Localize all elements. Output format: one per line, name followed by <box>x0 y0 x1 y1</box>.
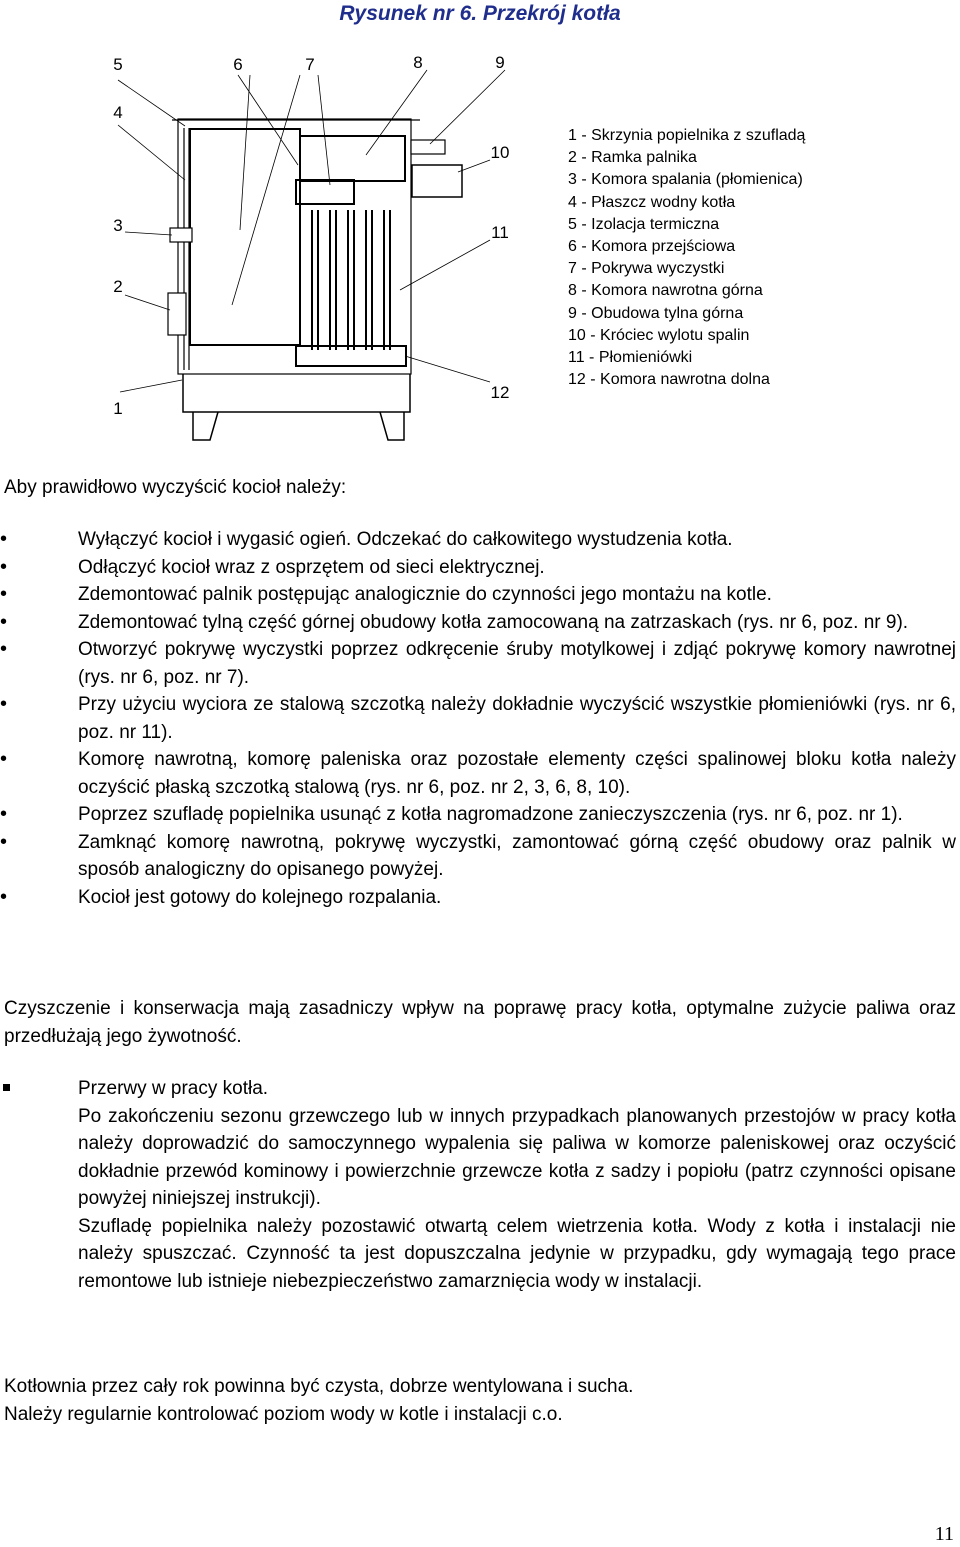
list-item <box>0 609 960 637</box>
step-text: Wyłączyć kocioł i wygasić ogień. Odczekać do całkowitego wystudzenia kotła. <box>78 529 733 550</box>
breaks-heading: Przerwy w pracy kotła. <box>78 1078 269 1099</box>
right-leg <box>380 412 404 440</box>
rear-top-housing <box>411 140 445 154</box>
breaks-paragraph-2: Szufladę popielnika należy pozostawić otwartą celem wietrzenia kotła. Wody z kotła i instalacji nie należy spuszczać. Czynność ta jest dopuszczalna jedynie w przypadku, gdy wymagają tego prace remontowe lub istnieje niebezpieczeństwo zamarznięcia wody w instalacji. <box>78 1215 956 1292</box>
callout-5: 5 <box>113 55 123 74</box>
bullet-icon: • <box>0 610 8 633</box>
figure-title: Rysunek nr 6. Przekrój kotła <box>339 2 621 25</box>
legend-item: 1 - Skrzynia popielnika z szufladą <box>568 127 806 144</box>
legend-item: 7 - Pokrywa wyczystki <box>568 260 725 278</box>
list-item <box>0 581 960 609</box>
list-item <box>0 526 960 554</box>
bullet-icon: • <box>0 555 8 578</box>
callout-2: 2 <box>113 277 123 296</box>
square-bullet-icon <box>3 1084 10 1091</box>
boiler-cross-section-diagram <box>0 40 560 450</box>
bullet-icon: • <box>0 748 8 770</box>
cleaning-intro: Aby prawidłowo wyczyścić kocioł należy: <box>4 477 347 498</box>
legend-item: 4 - Płaszcz wodny kotła <box>568 193 736 211</box>
footer-notes <box>4 1373 633 1428</box>
page-number: 11 <box>934 1523 954 1545</box>
breaks-section <box>0 1075 960 1295</box>
list-item <box>0 691 960 746</box>
callout-1: 1 <box>113 399 123 418</box>
step-text: Przy użyciu wyciora ze stalową szczotką należy dokładnie wyczyścić wszystkie płomieniówki (rys. nr 6, poz. nr 11). <box>78 694 956 743</box>
outer-casing <box>178 119 411 374</box>
water-jacket-left <box>190 129 300 345</box>
legend-item: 10 - Króciec wylotu spalin <box>568 326 750 344</box>
footer-line-2: Należy regularnie kontrolować poziom wody w kotle i instalacji c.o. <box>4 1403 563 1425</box>
legend-item: 6 - Komora przejściowa <box>568 238 736 256</box>
flue-outlet <box>412 165 462 197</box>
callout-10: 10 <box>490 143 510 162</box>
legend-item: 8 - Komora nawrotna górna <box>568 282 763 300</box>
callout-6: 6 <box>233 55 243 74</box>
burner-frame <box>168 293 186 335</box>
step-text: Komorę nawrotną, komorę paleniska oraz pozostałe elementy części spalinowej bloku kotła należy oczyścić płaską szczotką stalową (rys. nr 6, poz. nr 2, 3, 6, 8, 10). <box>78 749 956 798</box>
callout-4: 4 <box>113 103 123 122</box>
fire-tubes <box>312 210 390 350</box>
legend-item: 3 - Komora spalania (płomienica) <box>568 171 803 189</box>
callout-7: 7 <box>305 55 315 74</box>
boiler-base <box>183 374 410 412</box>
legend-item: 12 - Komora nawrotna dolna <box>568 371 770 389</box>
bullet-icon: • <box>0 693 8 715</box>
step-text: Otworzyć pokrywę wyczystki poprzez odkręcenie śruby motylkowej i zdjąć pokrywę komory nawrotnej (rys. nr 6, poz. nr 7). <box>78 639 956 688</box>
bullet-icon: • <box>0 583 8 605</box>
maintenance-paragraph: Czyszczenie i konserwacja mają zasadniczy wpływ na poprawę pracy kotła, optymalne zużycie paliwa oraz przedłużają jego żywotność. <box>4 998 956 1047</box>
list-item <box>0 554 960 582</box>
bullet-icon: • <box>0 528 8 550</box>
step-text: Zdemontować palnik postępując analogicznie do czynności jego montażu na kotle. <box>78 584 772 605</box>
step-text: Zamknąć komorę nawrotną, pokrywę wyczystki, zamontować górną część obudowy oraz palnik w sposób analogiczny do opisanego powyżej. <box>78 831 956 880</box>
legend-item: 2 - Ramka palnika <box>568 149 697 167</box>
footer-line-1: Kotłownia przez cały rok powinna być czysta, dobrze wentylowana i sucha. <box>4 1376 634 1397</box>
step-text: Kocioł jest gotowy do kolejnego rozpalania. <box>78 886 442 908</box>
list-item <box>0 746 960 801</box>
list-item <box>0 884 960 912</box>
list-item <box>0 829 960 884</box>
callout-12: 12 <box>490 383 510 402</box>
burner-frame-handle <box>170 228 192 242</box>
list-item <box>0 636 960 691</box>
callout-11: 11 <box>491 223 509 242</box>
breaks-paragraph-1: Po zakończeniu sezonu grzewczego lub w innych przypadkach planowanych przestojów w pracy kotła należy doprowadzić do samoczynnego wypalenia się paliwa w komorze paleniskowej oraz oczyścić dokładnie przewód kominowy i powierzchnie grzewcze kotła z sadzy i popiołu (patrz czynności opisane powyżej niniejszej instrukcji). <box>78 1105 956 1209</box>
step-text: Poprzez szufladę popielnika usunąć z kotła nagromadzone zanieczyszczenia (rys. nr 6, poz. nr 1). <box>78 804 903 825</box>
legend-item: 9 - Obudowa tylna górna <box>568 304 744 322</box>
step-text: Odłączyć kocioł wraz z osprzętem od sieci elektrycznej. <box>78 556 545 578</box>
left-leg <box>193 412 218 440</box>
bullet-icon: • <box>0 638 8 660</box>
transition-chamber <box>296 180 354 204</box>
callout-8: 8 <box>413 53 423 72</box>
callout-3: 3 <box>113 216 123 235</box>
bullet-icon: • <box>0 885 8 908</box>
bullet-icon: • <box>0 830 8 853</box>
list-item <box>0 801 960 829</box>
step-text: Zdemontować tylną część górnej obudowy kotła zamocowaną na zatrzaskach (rys. nr 6, poz. nr 9). <box>78 611 909 633</box>
bullet-icon: • <box>0 803 8 825</box>
legend-item: 5 - Izolacja termiczna <box>568 215 720 233</box>
upper-return-chamber <box>300 136 405 181</box>
legend-item: 11 - Płomieniówki <box>568 349 693 367</box>
figure-legend <box>568 125 805 391</box>
cleaning-steps-list <box>0 526 960 911</box>
callout-9: 9 <box>495 53 505 72</box>
